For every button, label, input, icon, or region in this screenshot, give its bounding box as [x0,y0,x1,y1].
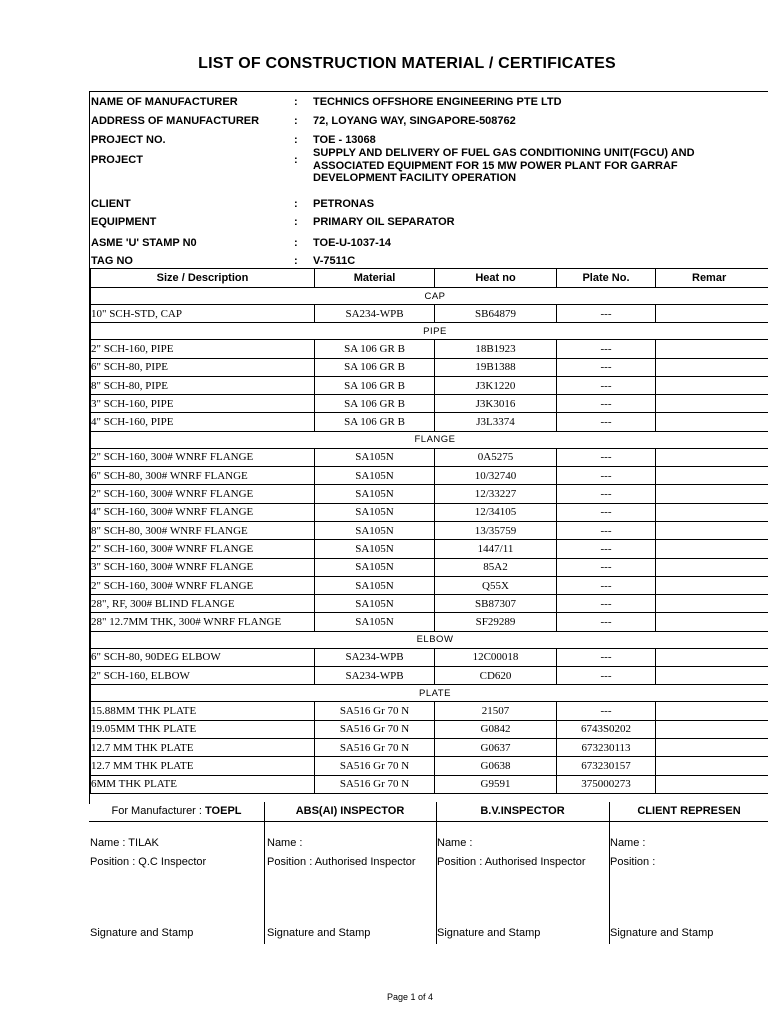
plate-no-cell: --- [557,540,656,558]
remarks-cell [656,775,768,793]
material-cell: SA516 Gr 70 N [315,775,435,793]
info-value: TOE-U-1037-14 [313,237,392,249]
size-description-cell: 12.7 MM THK PLATE [91,757,315,775]
size-description-cell: 2" SCH-160, 300# WNRF FLANGE [91,485,315,503]
table-row [91,305,768,323]
remarks-cell [656,558,768,576]
section-row [91,431,768,448]
remarks-cell [656,413,768,431]
material-cell: SA 106 GR B [315,358,435,376]
table-row [91,503,768,521]
material-cell: SA105N [315,558,435,576]
material-cell: SA234-WPB [315,305,435,323]
signoff-column-header [89,802,264,821]
plate-no-cell: --- [557,305,656,323]
heat-no-cell: CD620 [435,667,557,685]
remarks-cell [656,340,768,358]
plate-no-cell: --- [557,358,656,376]
plate-no-cell: 375000273 [557,775,656,793]
heat-no-cell: 85A2 [435,558,557,576]
table-row [91,720,768,738]
material-cell: SA105N [315,521,435,539]
size-description-cell: 2" SCH-160, 300# WNRF FLANGE [91,540,315,558]
signoff-divider [264,802,265,944]
info-value: 72, LOYANG WAY, SINGAPORE-508762 [313,115,516,127]
heat-no-cell: SB87307 [435,595,557,613]
remarks-cell [656,467,768,485]
size-description-cell: 2" SCH-160, 300# WNRF FLANGE [91,576,315,594]
size-description-cell: 2" SCH-160, PIPE [91,340,315,358]
material-cell: SA105N [315,576,435,594]
column-header: Size / Description [91,269,315,288]
table-row [91,358,768,376]
heat-no-cell: G9591 [435,775,557,793]
signoff-position: Position : Authorised Inspector [437,856,586,868]
heat-no-cell: J3K1220 [435,376,557,394]
size-description-cell: 19.05MM THK PLATE [91,720,315,738]
remarks-cell [656,595,768,613]
table-row [91,376,768,394]
size-description-cell: 6MM THK PLATE [91,775,315,793]
section-label: PIPE [91,323,768,340]
plate-no-cell: --- [557,485,656,503]
material-cell: SA105N [315,467,435,485]
plate-no-cell: --- [557,413,656,431]
table-row [91,448,768,466]
info-label: TAG NO [91,255,133,267]
remarks-cell [656,738,768,756]
size-description-cell: 12.7 MM THK PLATE [91,738,315,756]
remarks-cell [656,503,768,521]
section-row [91,323,768,340]
info-colon: : [294,198,298,210]
material-cell: SA516 Gr 70 N [315,702,435,720]
info-label: CLIENT [91,198,131,210]
material-cell: SA516 Gr 70 N [315,738,435,756]
material-cell: SA234-WPB [315,667,435,685]
info-label: EQUIPMENT [91,216,157,228]
plate-no-cell: --- [557,395,656,413]
info-colon: : [294,115,298,127]
plate-no-cell: --- [557,702,656,720]
size-description-cell: 4" SCH-160, PIPE [91,413,315,431]
info-value: PRIMARY OIL SEPARATOR [313,216,455,228]
info-colon: : [294,134,298,146]
size-description-cell: 8" SCH-80, PIPE [91,376,315,394]
info-colon: : [294,255,298,267]
signoff-signature: Signature and Stamp [437,927,541,939]
plate-no-cell: --- [557,595,656,613]
column-header: Remar [656,269,768,288]
plate-no-cell: --- [557,648,656,666]
remarks-cell [656,720,768,738]
table-row [91,595,768,613]
remarks-cell [656,485,768,503]
remarks-cell [656,648,768,666]
material-cell: SA516 Gr 70 N [315,757,435,775]
material-cell: SA105N [315,540,435,558]
plate-no-cell: 673230113 [557,738,656,756]
info-value: SUPPLY AND DELIVERY OF FUEL GAS CONDITIONING UNIT(FGCU) AND ASSOCIATED EQUIPMENT FOR 15 MW POWER PLANT FOR GARRAF DEVELOPMENT FACILITY OPERATION [313,147,695,184]
signoff-signature: Signature and Stamp [90,927,194,939]
material-cell: SA105N [315,448,435,466]
heat-no-cell: Q55X [435,576,557,594]
size-description-cell: 6" SCH-80, 300# WNRF FLANGE [91,467,315,485]
remarks-cell [656,757,768,775]
table-row [91,395,768,413]
info-label: ASME 'U' STAMP N0 [91,237,197,249]
table-row [91,775,768,793]
table-row [91,467,768,485]
size-description-cell: 4" SCH-160, 300# WNRF FLANGE [91,503,315,521]
remarks-cell [656,540,768,558]
size-description-cell: 8" SCH-80, 300# WNRF FLANGE [91,521,315,539]
heat-no-cell: 12/33227 [435,485,557,503]
size-description-cell: 28", RF, 300# BLIND FLANGE [91,595,315,613]
heat-no-cell: SF29289 [435,613,557,631]
heat-no-cell: 13/35759 [435,521,557,539]
info-value: TOE - 13068 [313,134,376,146]
material-cell: SA 106 GR B [315,376,435,394]
material-sheet [89,91,768,804]
heat-no-cell: J3L3374 [435,413,557,431]
material-cell: SA105N [315,503,435,521]
material-cell: SA105N [315,595,435,613]
plate-no-cell: --- [557,558,656,576]
info-colon: : [294,154,298,166]
heat-no-cell: 18B1923 [435,340,557,358]
signoff-position: Position : Authorised Inspector [267,856,416,868]
signoff-divider [436,802,437,944]
table-row [91,702,768,720]
section-row [91,685,768,702]
table-row [91,648,768,666]
plate-no-cell: --- [557,667,656,685]
size-description-cell: 2" SCH-160, 300# WNRF FLANGE [91,448,315,466]
info-label: ADDRESS OF MANUFACTURER [91,115,260,127]
signoff-name: Name : [267,837,303,849]
table-row [91,576,768,594]
signoff-signature: Signature and Stamp [610,927,714,939]
table-row [91,521,768,539]
plate-no-cell: --- [557,376,656,394]
plate-no-cell: --- [557,576,656,594]
size-description-cell: 15.88MM THK PLATE [91,702,315,720]
info-colon: : [294,216,298,228]
info-colon: : [294,237,298,249]
column-header: Material [315,269,435,288]
remarks-cell [656,448,768,466]
remarks-cell [656,305,768,323]
signoff-column-header [609,802,768,821]
plate-no-cell: --- [557,503,656,521]
document-title: LIST OF CONSTRUCTION MATERIAL / CERTIFICATES [198,55,616,72]
section-label: FLANGE [91,431,768,448]
plate-no-cell: 673230157 [557,757,656,775]
size-description-cell: 28" 12.7MM THK, 300# WNRF FLANGE [91,613,315,631]
table-row [91,540,768,558]
info-colon: : [294,96,298,108]
remarks-cell [656,376,768,394]
column-header: Heat no [435,269,557,288]
material-cell: SA 106 GR B [315,395,435,413]
material-cell: SA234-WPB [315,648,435,666]
remarks-cell [656,613,768,631]
size-description-cell: 3" SCH-160, PIPE [91,395,315,413]
signoff-name: Name : [437,837,473,849]
remarks-cell [656,576,768,594]
heat-no-cell: 12/34105 [435,503,557,521]
signoff-signature: Signature and Stamp [267,927,371,939]
material-table [90,268,768,794]
heat-no-cell: G0637 [435,738,557,756]
size-description-cell: 3" SCH-160, 300# WNRF FLANGE [91,558,315,576]
table-row [91,558,768,576]
plate-no-cell: --- [557,521,656,539]
signoff-header-prefix: For Manufacturer : [111,805,206,817]
table-row [91,340,768,358]
remarks-cell [656,395,768,413]
signoff-name: Name : TILAK [90,837,159,849]
plate-no-cell: --- [557,613,656,631]
remarks-cell [656,358,768,376]
heat-no-cell: 19B1388 [435,358,557,376]
size-description-cell: 6" SCH-80, 90DEG ELBOW [91,648,315,666]
signoff-position: Position : [610,856,656,868]
heat-no-cell: SB64879 [435,305,557,323]
remarks-cell [656,521,768,539]
signoff-divider [609,802,610,944]
plate-no-cell: --- [557,448,656,466]
column-header: Plate No. [557,269,656,288]
signoff-header-title: TOEPL [205,805,242,817]
signoff-header-title: ABS(AI) INSPECTOR [295,805,405,817]
heat-no-cell: 10/32740 [435,467,557,485]
info-value: TECHNICS OFFSHORE ENGINEERING PTE LTD [313,96,562,108]
signoff-header [89,802,768,822]
info-label: PROJECT [91,154,143,166]
plate-no-cell: --- [557,340,656,358]
material-cell: SA 106 GR B [315,413,435,431]
table-row [91,667,768,685]
heat-no-cell: 1447/11 [435,540,557,558]
plate-no-cell: 6743S0202 [557,720,656,738]
signoff-column-header [436,802,609,821]
signoff-column-header [264,802,436,821]
signoff-header-title: B.V.INSPECTOR [480,805,565,817]
heat-no-cell: G0842 [435,720,557,738]
heat-no-cell: 12C00018 [435,648,557,666]
section-row [91,631,768,648]
heat-no-cell: G0638 [435,757,557,775]
material-cell: SA 106 GR B [315,340,435,358]
table-row [91,738,768,756]
size-description-cell: 2" SCH-160, ELBOW [91,667,315,685]
heat-no-cell: 0A5275 [435,448,557,466]
table-row [91,413,768,431]
info-value: PETRONAS [313,198,375,210]
size-description-cell: 10" SCH-STD, CAP [91,305,315,323]
material-cell: SA105N [315,485,435,503]
material-cell: SA105N [315,613,435,631]
heat-no-cell: 21507 [435,702,557,720]
signoff-header-title: CLIENT REPRESEN [637,805,741,817]
table-row [91,485,768,503]
material-cell: SA516 Gr 70 N [315,720,435,738]
info-label: NAME OF MANUFACTURER [91,96,238,108]
page-footer: Page 1 of 4 [386,992,434,1002]
heat-no-cell: J3K3016 [435,395,557,413]
table-row [91,613,768,631]
section-label: CAP [91,288,768,305]
signoff-name: Name : [610,837,646,849]
info-value: V-7511C [313,255,356,267]
remarks-cell [656,667,768,685]
section-row [91,288,768,305]
size-description-cell: 6" SCH-80, PIPE [91,358,315,376]
signoff-position: Position : Q.C Inspector [90,856,207,868]
table-row [91,757,768,775]
plate-no-cell: --- [557,467,656,485]
remarks-cell [656,702,768,720]
table-header-row [91,269,768,288]
section-label: ELBOW [91,631,768,648]
info-label: PROJECT NO. [91,134,166,146]
section-label: PLATE [91,685,768,702]
